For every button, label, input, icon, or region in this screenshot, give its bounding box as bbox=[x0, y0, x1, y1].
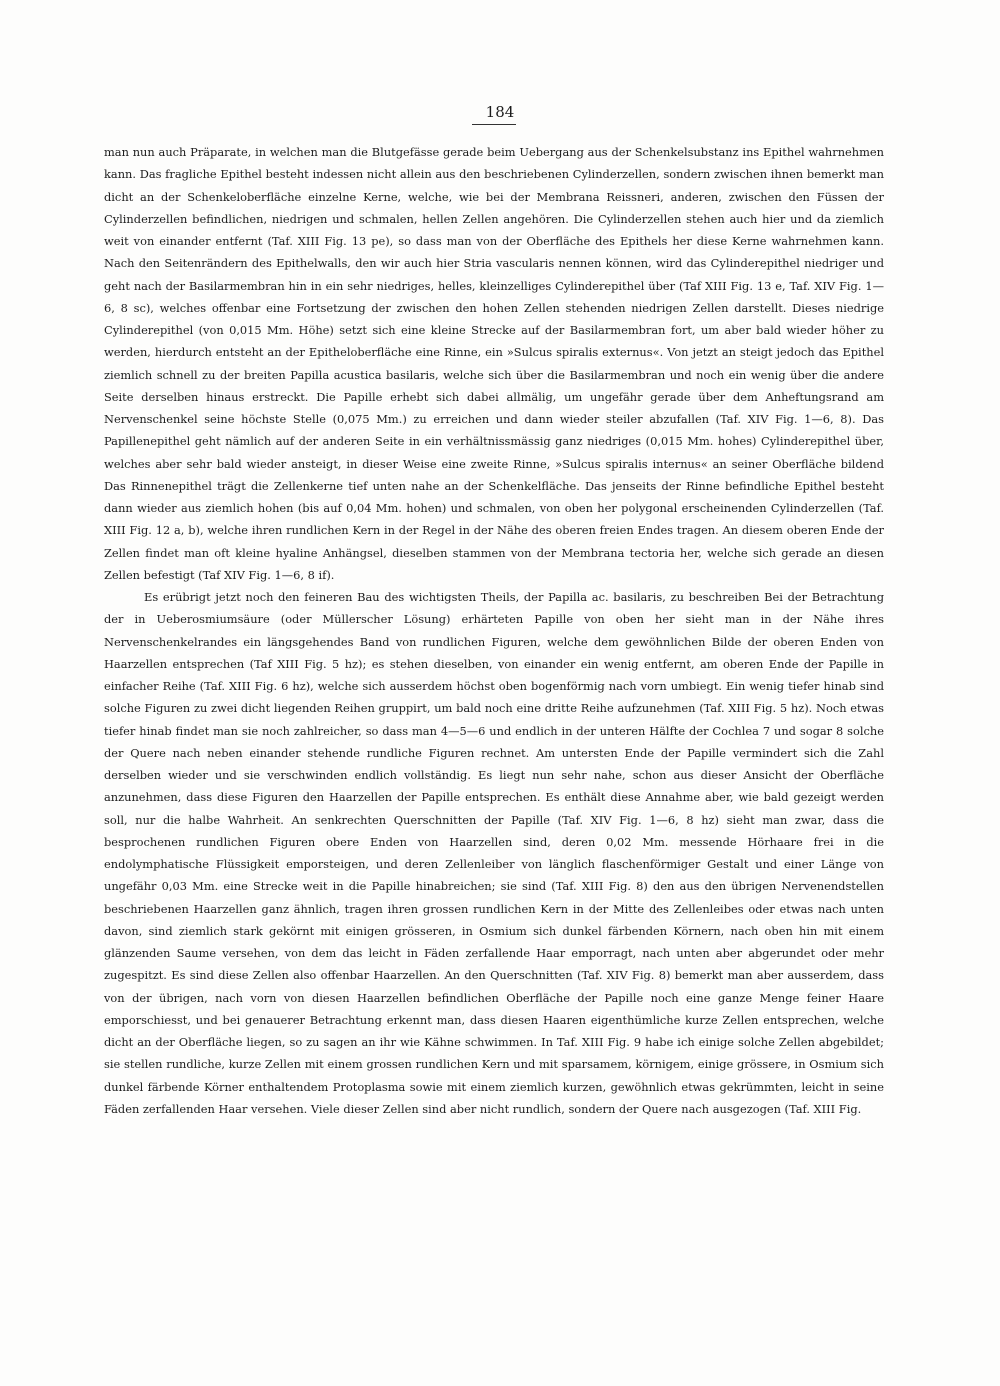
paragraph-2: Es erübrigt jetzt noch den feineren Bau des wichtigsten Theils, der Papilla ac. basilaris, zu beschreiben Bei der Betrachtung der in Ueberosmiumsäure (oder Müllerscher Lösung) erhärteten Papille von oben her sieht man in der Nähe ihres Nervenschenkelrandes ein längsgehendes Band von rundlichen Figuren, welche dem gewöhnlichen Bilde der oberen Enden von Haarzellen entsprechen (Taf XIII Fig. 5 hz); es stehen dieselben, von einander ein wenig entfernt, am oberen Ende der Papille in einfacher Reihe (Taf. XIII Fig. 6 hz), welche sich ausserdem höchst oben bogenförmig nach vorn umbiegt. Ein wenig tiefer hinab sind solche Figuren zu zwei dicht liegenden Reihen gruppirt, um bald noch eine dritte Reihe aufzunehmen (Taf. XIII Fig. 5 hz). Noch etwas tiefer hinab findet man sie noch zahlreicher, so dass man 4—5—6 und endlich in der unteren Hälfte der Cochlea 7 und sogar 8 solche der Quere nach neben einander stehende rundliche Figuren rechnet. Am untersten Ende der Papille vermindert sich die Zahl derselben wieder und sie verschwinden endlich vollständig. Es liegt nun sehr nahe, schon aus dieser Ansicht der Oberfläche anzunehmen, dass diese Figuren den Haarzellen der Papille entsprechen. Es enthält diese Annahme aber, wie bald gezeigt werden soll, nur die halbe Wahrheit. An senkrechten Querschnitten der Papille (Taf. XIV Fig. 1—6, 8 hz) sieht man zwar, dass die besprochenen rundlichen Figuren obere Enden von Haarzellen sind, deren 0,02 Mm. messende Hörhaare frei in die endolymphatische Flüssigkeit emporsteigen, und deren Zellenleiber von länglich flaschenförmiger Gestalt und einer Länge von ungefähr 0,03 Mm. eine Strecke weit in die Papille hinabreichen; sie sind (Taf. XIII Fig. 8) den aus den übrigen Nervenendstellen beschriebenen Haarzellen ganz ähnlich, tragen ihren grossen rundlichen Kern in der Mitte des Zellenleibes oder etwas nach unten davon, sind ziemlich stark gekörnt mit einigen grösseren, in Osmium sich dunkel färbenden Körnern, nach oben hin mit einem glänzenden Saume versehen, von dem das leicht in Fäden zerfallende Haar emporragt, nach unten aber abgerundet oder mehr zugespitzt. Es sind diese Zellen also offenbar Haarzellen. An den Querschnitten (Taf. XIV Fig. 8) bemerkt man aber ausserdem, dass von der übrigen, nach vorn von diesen Haarzellen befindlichen Oberfläche der Papille noch eine ganze Menge feiner Haare emporschiesst, und bei genauerer Betrachtung erkennt man, dass diesen Haaren eigenthümliche kurze Zellen entsprechen, welche dicht an der Oberfläche liegen, so zu sagen an ihr wie Kähne schwimmen. In Taf. XIII Fig. 9 habe ich einige solche Zellen abgebildet; sie stellen rundliche, kurze Zellen mit einem grossen rundlichen Kern und mit sparsamem, körnigem, einige grössere, in Osmium sich dunkel färbende Körner enthaltendem Protoplasma sowie mit einem ziemlich kurzen, gewöhnlich etwas gekrümmten, leicht in seine Fäden zerfallenden Haar versehen. Viele dieser Zellen sind aber nicht rundlich, sondern der Quere nach ausgezogen (Taf. XIII Fig. bbox=[104, 590, 884, 1116]
page-number: 184 bbox=[485, 103, 515, 121]
page-number-rule bbox=[472, 124, 516, 125]
body-text bbox=[104, 141, 884, 1120]
paragraph-1: man nun auch Präparate, in welchen man die Blutgefässe gerade beim Uebergang aus der Schenkelsubstanz ins Epithel wahrnehmen kann. Das fragliche Epithel besteht indessen nicht allein aus den beschriebenen Cylinderzellen, sondern zwischen ihnen bemerkt man dicht an der Schenkeloberfläche einzelne Kerne, welche, wie bei der Membrana Reissneri, anderen, zwischen den Füssen der Cylinderzellen befindlichen, niedrigen und schmalen, hellen Zellen angehören. Die Cylinderzellen stehen auch hier und da ziemlich weit von einander entfernt (Taf. XIII Fig. 13 pe), so dass man von der Oberfläche des Epithels her diese Kerne wahrnehmen kann. Nach den Seitenrändern des Epithelwalls, den wir auch hier Stria vascularis nennen können, wird das Cylinderepithel niedriger und geht nach der Basilarmembran hin in ein sehr niedriges, helles, kleinzelliges Cylinderepithel über (Taf XIII Fig. 13 e, Taf. XIV Fig. 1—6, 8 sc), welches offenbar eine Fortsetzung der zwischen den hohen Zellen stehenden niedrigen Zellen darstellt. Dieses niedrige Cylinderepithel (von 0,015 Mm. Höhe) setzt sich eine kleine Strecke auf der Basilarmembran fort, um aber bald wieder höher zu werden, hierdurch entsteht an der Epitheloberfläche eine Rinne, ein »Sulcus spiralis externus«. Von jetzt an steigt jedoch das Epithel ziemlich schnell zu der breiten Papilla acustica basilaris, welche sich über die Basilarmembran und noch ein wenig über die andere Seite derselben hinaus erstreckt. Die Papille erhebt sich dabei allmälig, um ungefähr gerade über dem Anheftungsrand am Nervenschenkel seine höchste Stelle (0,075 Mm.) zu erreichen und dann wieder steiler abzufallen (Taf. XIV Fig. 1—6, 8). Das Papillenepithel geht nämlich auf der anderen Seite in ein verhältnissmässig ganz niedriges (0,015 Mm. hohes) Cylinderepithel über, welches aber sehr bald wieder ansteigt, in dieser Weise eine zweite Rinne, »Sulcus spiralis internus« an seiner Oberfläche bildend Das Rinnenepithel trägt die Zellenkerne tief unten nahe an der Schenkelfläche. Das jenseits der Rinne befindliche Epithel besteht dann wieder aus ziemlich hohen (bis auf 0,04 Mm. hohen) und schmalen, von oben her polygonal erscheinenden Cylinderzellen (Taf. XIII Fig. 12 a, b), welche ihren rundlichen Kern in der Regel in der Nähe des oberen freien Endes tragen. An diesem oberen Ende der Zellen findet man oft kleine hyaline Anhängsel, dieselben stammen von der Membrana tectoria her, welche sich gerade an diesen Zellen befestigt (Taf XIV Fig. 1—6, 8 if). bbox=[104, 145, 884, 582]
